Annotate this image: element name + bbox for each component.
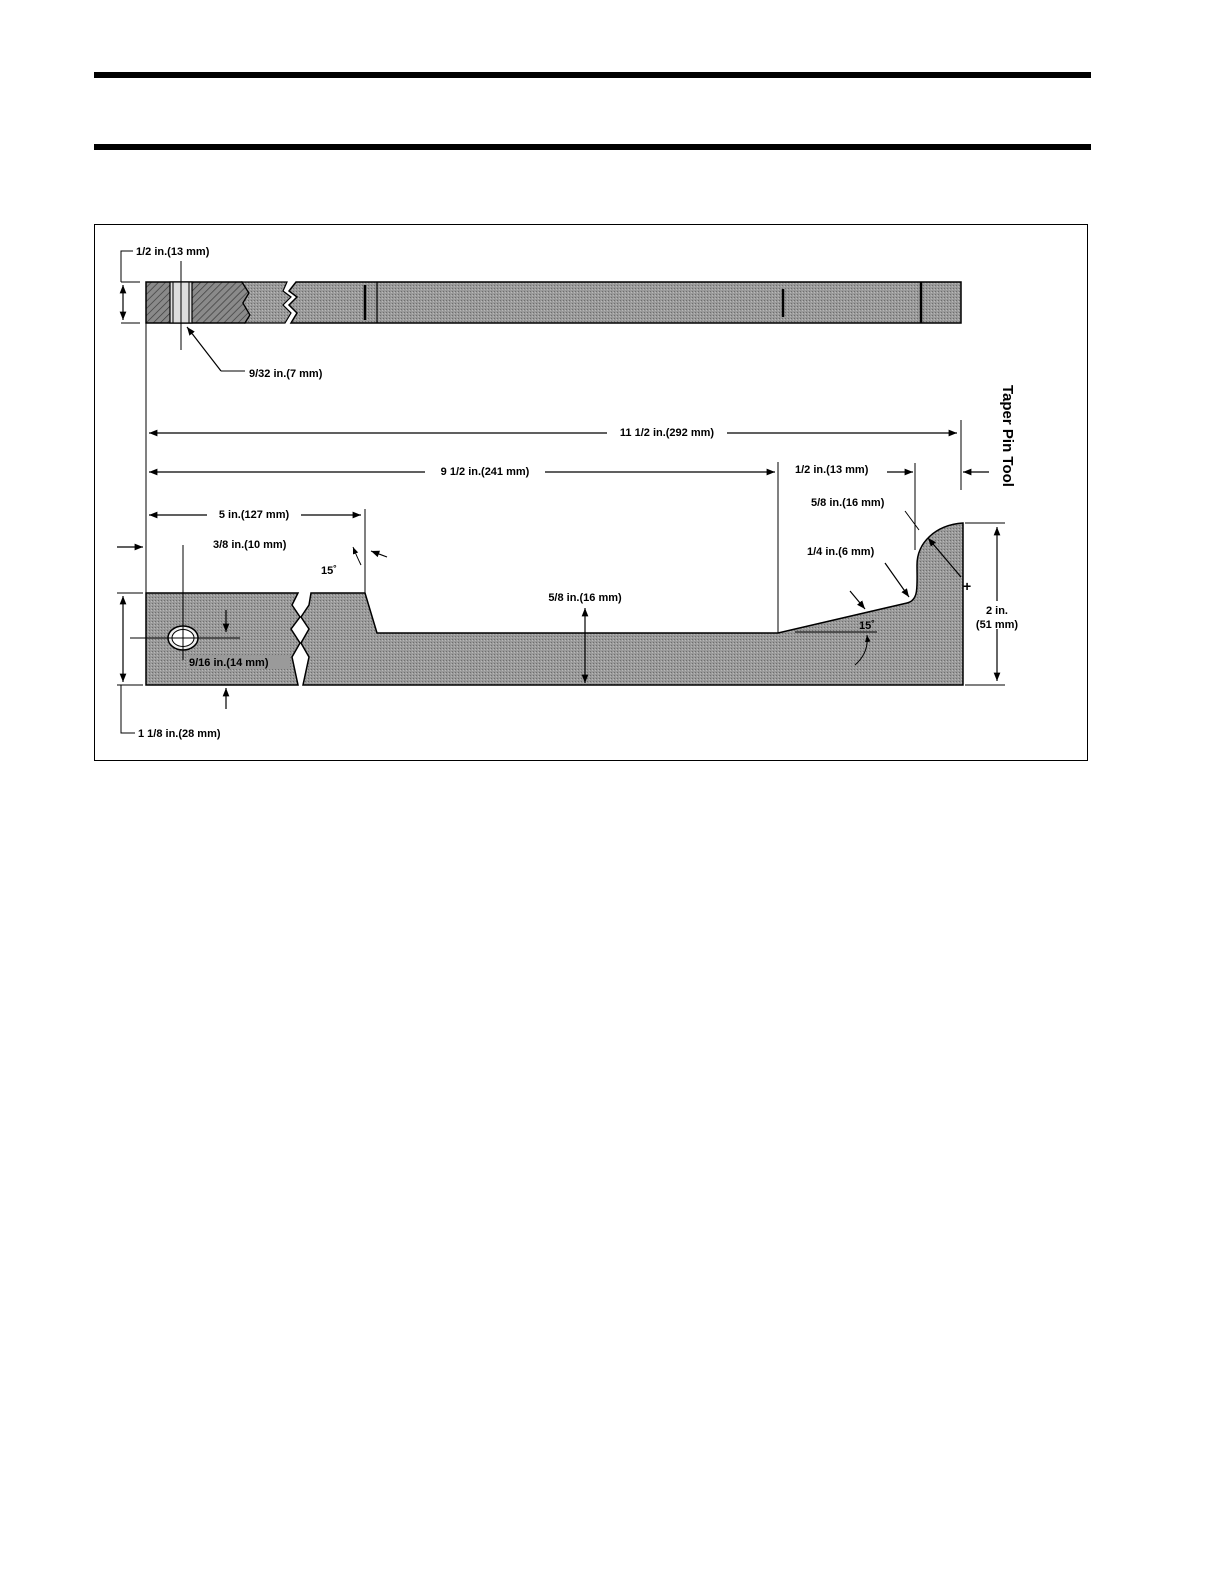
hook-height-dimension (965, 523, 1018, 685)
fillet-radius-label: 1/4 in.(6 mm) (807, 546, 875, 558)
hook-height-label: 2 in. (985, 605, 1009, 617)
ramp-angle-label: 15˚ (859, 620, 875, 632)
step-angle-dimension (321, 547, 387, 577)
overall-length-dimension (149, 420, 961, 490)
pin-hole-label: 9/32 in.(7 mm) (249, 368, 323, 380)
figure-title: Taper Pin Tool (999, 385, 1016, 487)
web-height-label: 5/8 in.(16 mm) (548, 592, 622, 604)
hook-radius-label: 5/8 in.(16 mm) (811, 497, 885, 509)
top-view (146, 261, 961, 350)
hole-diameter-label: 9/16 in.(14 mm) (189, 657, 269, 669)
fillet-radius-dimension (807, 546, 909, 609)
ramp-length-label: 9 1/2 in.(241 mm) (440, 466, 530, 478)
handle-height-label: 1 1/8 in.(28 mm) (138, 728, 221, 740)
svg-text:+: + (963, 578, 972, 594)
step-length-label: 5 in.(127 mm) (218, 509, 290, 521)
hole-offset-label: 3/8 in.(10 mm) (213, 539, 287, 551)
top-view-body-right (289, 282, 961, 323)
hook-height-mm-label: (51 mm) (975, 619, 1019, 631)
step-angle-label: 15˚ (321, 565, 337, 577)
tip-width-label: 1/2 in.(13 mm) (795, 464, 869, 476)
second-rule (94, 144, 1091, 150)
top-view-body-left (242, 282, 291, 323)
top-rule (94, 72, 1091, 78)
taper-pin-tool-drawing (95, 225, 1087, 760)
figure-frame (94, 224, 1088, 761)
overall-length-label: 11 1/2 in.(292 mm) (619, 427, 715, 439)
thickness-label: 1/2 in.(13 mm) (136, 246, 210, 258)
hole-offset-dimension (117, 539, 287, 551)
top-view-section (146, 282, 250, 323)
pin-hole-dimension (187, 327, 323, 380)
